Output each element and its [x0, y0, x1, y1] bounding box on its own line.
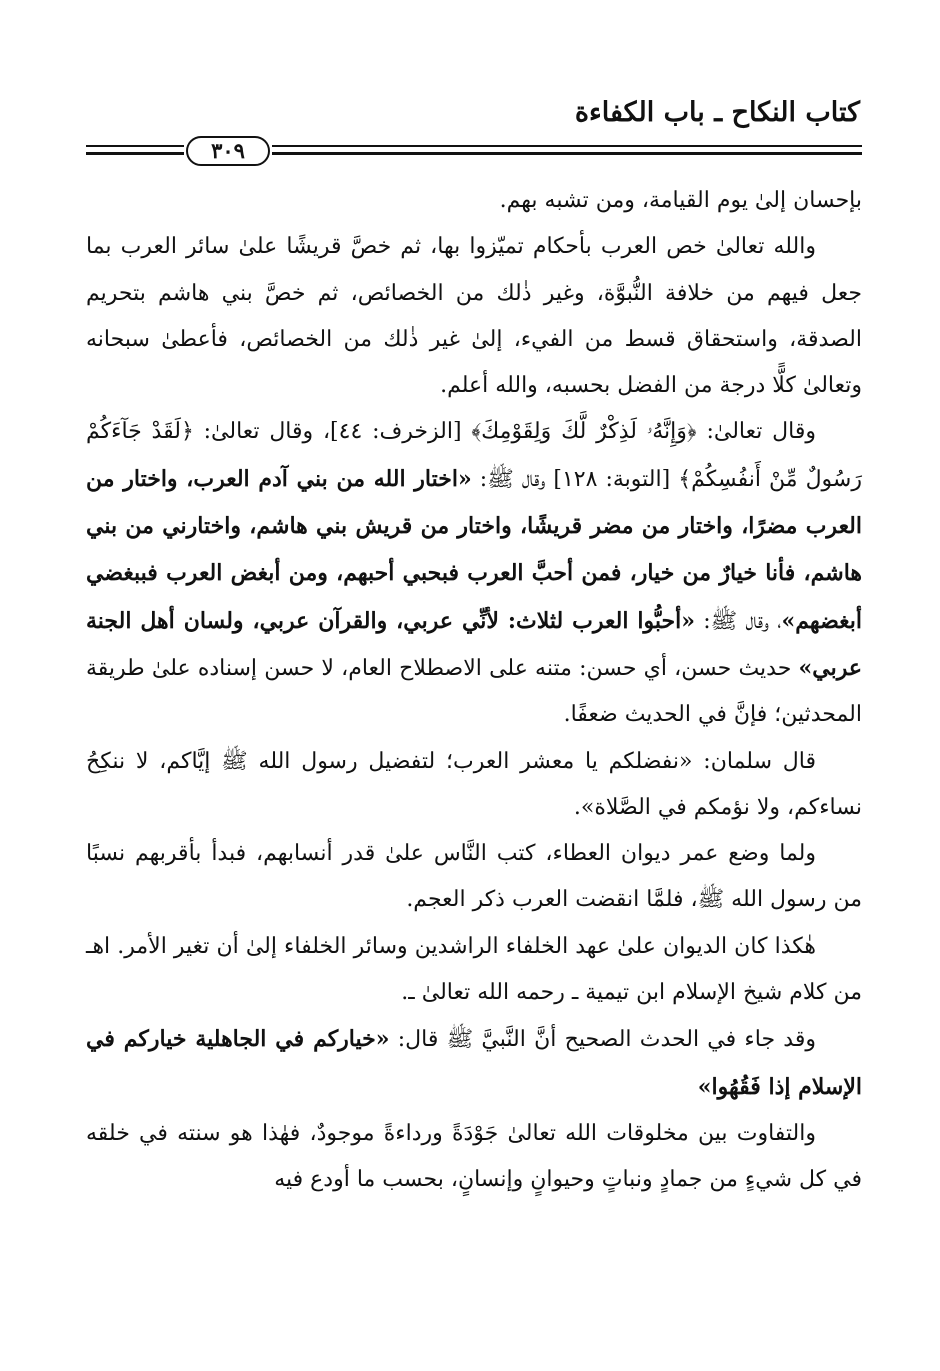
hadith-quote-2: «أحبُّوا العرب لثلاث: لأنِّي عربي، والقرآن عربي، ولسان أهل الجنة عربي»	[86, 607, 862, 681]
paragraph-8: والتفاوت بين مخلوقات الله تعالىٰ جَوْدَةً ورداءةً موجودٌ، فهٰذا هو سنته في خلقه في كل شيءٍ من جمادٍ ونباتٍ وحيوانٍ وإنسانٍ، بحسب ما أودع فيه	[86, 1120, 862, 1193]
hadith-grading: حديث حسن، أي حسن: متنه على الاصطلاح العام، لا حسن إسناده علىٰ طريقة المحدثين؛ فإنَّ في الحديث ضعفًا.	[86, 655, 862, 728]
rule-line-left-upper	[86, 145, 184, 147]
page-number: ٣٠٩	[186, 136, 270, 166]
body-text	[86, 178, 862, 1204]
paragraph-6: هٰكذا كان الديوان علىٰ عهد الخلفاء الراشدين وسائر الخلفاء إلىٰ أن تغير الأمر. اهـ من كلام شيخ الإسلام ابن تيمية ـ رحمه الله تعالىٰ ـ.	[86, 933, 862, 1006]
paragraph-2: والله تعالىٰ خص العرب بأحكام تميّزوا بها، ثم خصَّ قريشًا علىٰ سائر العرب بما جعل فيهم من خلافة النُّبوَّة، وغير ذٰلك من الخصائص، ثم خصَّ بني هاشم بتحريم الصدقة، واستحقاق قسط من الفيء، إلىٰ غير ذٰلك من الخصائص، فأعطىٰ سبحانه وتعالىٰ كلًّا درجة من الفضل بحسبه، والله أعلم.	[86, 234, 862, 399]
hadith-quote-3: «خياركم في الجاهلية خياركم في الإسلام إذا فَقُهُوا»	[86, 1026, 862, 1100]
paragraph-7	[86, 1016, 862, 1111]
quran-citations: وقال تعالىٰ: ﴿وَإِنَّهُۥ لَذِكْرٌ لَّكَ وَلِقَوْمِكَ﴾ [الزخرف: ٤٤]، وقال تعالىٰ: ﴿لَقَدْ جَآءَكُمْ رَسُولٌ مِّنْ أَنفُسِكُمْ﴾ [التوبة: ١٢٨] وقال ﷺ:	[86, 419, 862, 492]
rule-line-right-lower	[272, 152, 862, 155]
paragraph-4: قال سلمان: «نفضلكم يا معشر العرب؛ لتفضيل رسول الله ﷺ إيَّاكم، لا ننكِحُ نساءكم، ولا نؤمكم في الصَّلاة».	[86, 748, 862, 820]
running-title: كتاب النكاح ـ باب الكفاءة	[574, 97, 860, 128]
rule-line-left-lower	[86, 152, 184, 155]
hadith-intro: وقد جاء في الحدث الصحيح أنَّ النَّبيَّ ﷺ قال:	[389, 1027, 816, 1053]
hadith-quote-1: «اختار الله من بني آدم العرب، واختار من العرب مضرًا، واختار من مضر قريشًا، واختار من قريش بني هاشم، واختارني من بني هاشم، فأنا خيارٌ من خيار، فمن أحبَّ العرب فبحبي أحبهم، ومن أبغض العرب فببغضي أبغضهم»	[86, 465, 862, 634]
paragraph-1: بإحسان إلىٰ يوم القيامة، ومن تشبه بهم.	[499, 188, 862, 213]
paragraph-5: ولما وضع عمر ديوان العطاء، كتب النَّاس علىٰ قدر أنسابهم، فبدأ بأقربهم نسبًا من رسول الله ﷺ، فلمَّا انقضت العرب ذكر العجم.	[86, 841, 862, 913]
rule-line-right-upper	[272, 145, 862, 147]
paragraph-3	[86, 409, 862, 738]
header-rule	[86, 136, 862, 166]
connector-text: ، وقال ﷺ:	[694, 608, 782, 634]
